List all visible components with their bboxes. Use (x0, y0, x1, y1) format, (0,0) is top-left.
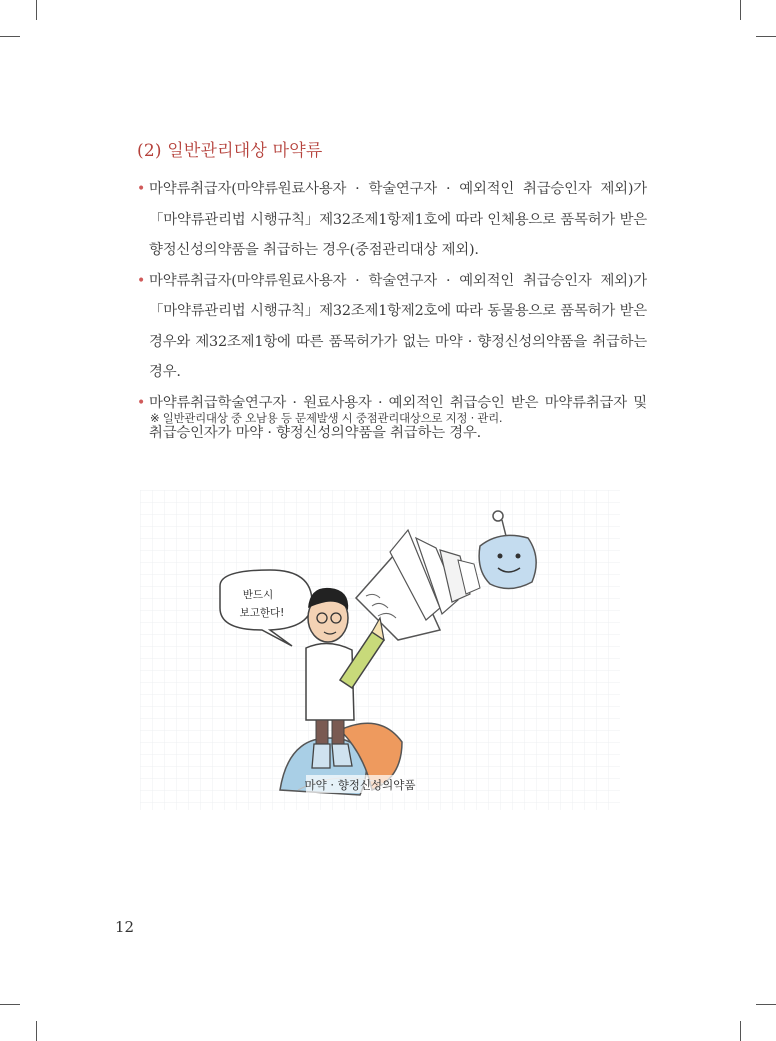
list-item-text: 마약류취급학술연구자 · 원료사용자 · 예외적인 취급승인 받은 마약류취급자 및 취급승인자가 마약 · 향정신성의약품을 취급하는 경우. (149, 394, 647, 441)
crop-mark-top-left-v (36, 0, 37, 20)
page-number: 12 (115, 918, 135, 936)
bullet-icon: • (137, 394, 146, 411)
speech-bubble-line1: 반드시 (242, 589, 274, 601)
list-item (137, 266, 647, 388)
bullet-icon: • (137, 181, 146, 197)
illustration (140, 490, 620, 810)
footnote: ※ 일반관리대상 중 오남용 등 문제발생 시 중점관리대상으로 지정 · 관리. (150, 411, 503, 425)
crop-mark-bottom-left-h (0, 1004, 20, 1005)
list-item (137, 174, 647, 266)
section-title: (2) 일반관리대상 마약류 (137, 141, 323, 161)
bullet-icon: • (137, 272, 146, 289)
crop-mark-bottom-right-h (756, 1004, 776, 1005)
crop-mark-bottom-right-v (740, 1021, 741, 1041)
crop-mark-top-right-h (756, 36, 776, 37)
cartoon-scientist-illustration (140, 490, 620, 810)
crop-mark-top-right-v (740, 0, 741, 20)
speech-bubble-line2: 보고한다! (239, 607, 285, 619)
list-item-text: 마약류취급자(마약류원료사용자 · 학술연구자 · 예외적인 취급승인자 제외)가 「마약류관리법 시행규칙」제32조제1항제1호에 따라 인체용으로 품목허가 받은 향정신성의약품을 취급하는 경우(중점관리대상 제외). (149, 181, 647, 258)
crop-mark-bottom-left-v (36, 1021, 37, 1041)
list-item-text: 마약류취급자(마약류원료사용자 · 학술연구자 · 예외적인 취급승인자 제외)가 「마약류관리법 시행규칙」제32조제1항제2호에 따라 동물용으로 품목허가 받은 경우와 제32조제1항에 따른 품목허가가 없는 마약 · 향정신성의약품을 취급하는 경우. (149, 272, 647, 380)
illustration-caption: 마약 · 향정신성의약품 (304, 778, 416, 792)
crop-mark-top-left-h (0, 36, 20, 37)
bullet-list (137, 174, 647, 449)
